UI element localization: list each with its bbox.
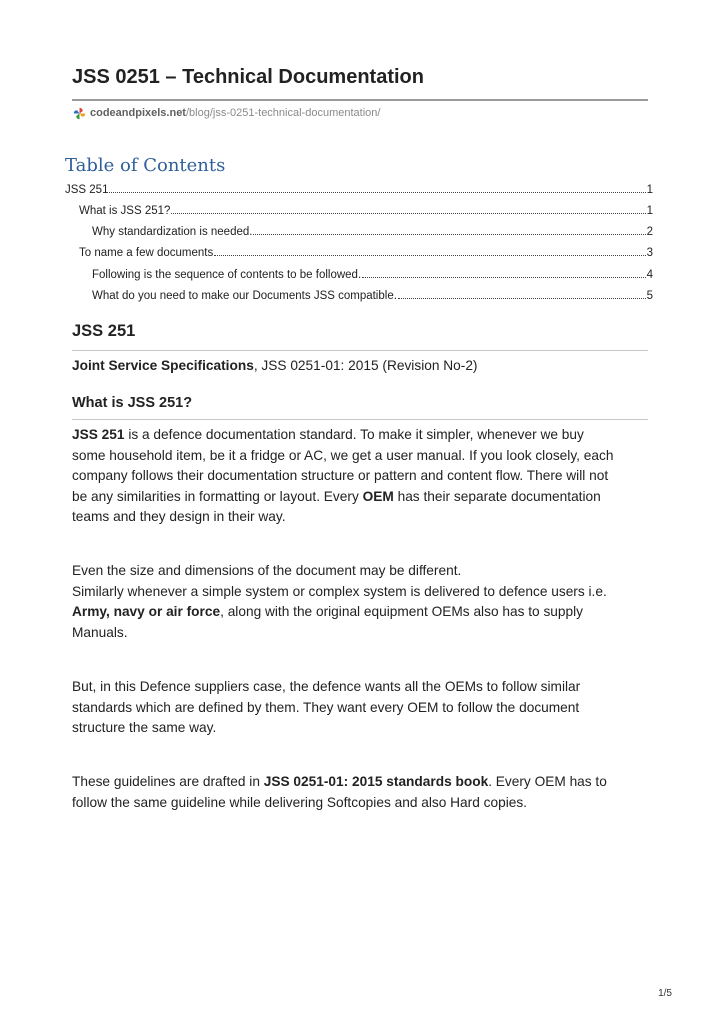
toc-entry-page: 4 xyxy=(646,269,653,281)
source-domain: codeandpixels.net xyxy=(90,107,186,119)
page-number: 1/5 xyxy=(658,988,672,999)
paragraph-text: Manuals. xyxy=(72,624,128,640)
toc-entry-label: What do you need to make our Documents JSS compatible. xyxy=(92,290,397,302)
paragraph-text: Similarly whenever a simple system or complex system is delivered to defence users i.e. xyxy=(72,583,607,599)
spec-bold: Joint Service Specifications xyxy=(72,358,254,373)
source-path: /blog/jss-0251-technical-documentation/ xyxy=(185,107,381,119)
toc-entry-label: What is JSS 251? xyxy=(79,205,171,217)
toc-entry-sequence-of-contents[interactable] xyxy=(92,265,653,281)
toc-entry-what-is-jss-251[interactable] xyxy=(79,201,653,217)
pinwheel-logo-icon xyxy=(72,107,87,120)
bold-jss-251: JSS 251 xyxy=(72,427,125,442)
toc-leader xyxy=(214,255,645,256)
source-url[interactable] xyxy=(72,105,380,121)
toc-entry-label: JSS 251 xyxy=(65,184,109,196)
bold-army-navy: Army, navy or air force xyxy=(72,604,221,619)
paragraph-3 xyxy=(72,677,648,739)
paragraph-text: follow the same guideline while delivering Softcopies and also Hard copies. xyxy=(72,794,527,810)
paragraph-text: standards which are defined by them. They want every OEM to follow the document xyxy=(72,699,580,715)
spec-line xyxy=(72,356,648,377)
toc-leader xyxy=(171,213,645,214)
toc-entry-why-standardization[interactable] xyxy=(92,222,653,238)
paragraph-text: teams and they design in their way. xyxy=(72,509,286,524)
paragraph-text: has their separate documentation xyxy=(393,488,601,504)
page-title: JSS 0251 – Technical Documentation xyxy=(72,66,424,88)
toc-entry-page: 5 xyxy=(646,290,653,302)
toc-entry-label: Why standardization is needed. xyxy=(92,226,253,238)
paragraph-1 xyxy=(72,425,648,528)
toc-leader xyxy=(398,298,646,299)
title-divider xyxy=(72,99,648,101)
paragraph-text: be any similarities in formatting or layout. Every xyxy=(72,488,363,504)
toc-entry-label: Following is the sequence of contents to be followed. xyxy=(92,269,362,281)
paragraph-text: . Every OEM has to xyxy=(488,774,607,789)
section-divider xyxy=(72,419,648,420)
toc-entry-jss-251[interactable] xyxy=(65,180,653,196)
paragraph-text: But, in this Defence suppliers case, the defence wants all the OEMs to follow similar xyxy=(72,679,581,694)
toc-entry-jss-compatible[interactable] xyxy=(92,286,653,302)
toc-leader xyxy=(362,277,645,278)
bold-standards-book: JSS 0251-01: 2015 standards book xyxy=(263,774,489,789)
bold-oem: OEM xyxy=(362,488,394,504)
paragraph-4 xyxy=(72,772,648,813)
section-divider xyxy=(72,350,648,351)
paragraph-2 xyxy=(72,561,648,643)
toc-entry-page: 1 xyxy=(646,205,653,217)
toc-entry-page: 2 xyxy=(646,226,653,238)
section-heading-jss-251: JSS 251 xyxy=(72,322,136,340)
toc-entry-label: To name a few documents xyxy=(79,247,214,259)
paragraph-text: some household item, be it a fridge or AC, we get a user manual. If you look closely, each xyxy=(72,447,614,463)
paragraph-text: structure the same way. xyxy=(72,720,217,735)
spec-rest: , JSS 0251-01: 2015 (Revision No-2) xyxy=(253,358,478,373)
toc-leader xyxy=(109,192,645,193)
toc-leader xyxy=(253,234,645,235)
paragraph-text: , along with the original equipment OEMs also has to supply xyxy=(220,604,584,619)
toc-heading: Table of Contents xyxy=(65,155,226,176)
paragraph-text: is a defence documentation standard. To make it simpler, whenever we buy xyxy=(124,427,584,442)
section-heading-what-is: What is JSS 251? xyxy=(72,395,193,411)
toc-entry-page: 1 xyxy=(646,184,653,196)
paragraph-text: company follows their documentation structure or pattern and content flow. There will not xyxy=(72,468,609,483)
paragraph-text: Even the size and dimensions of the document may be different. xyxy=(72,563,462,578)
toc-entry-to-name-a-few[interactable] xyxy=(79,243,653,259)
paragraph-text: These guidelines are drafted in xyxy=(72,774,264,789)
toc-entry-page: 3 xyxy=(646,247,653,259)
